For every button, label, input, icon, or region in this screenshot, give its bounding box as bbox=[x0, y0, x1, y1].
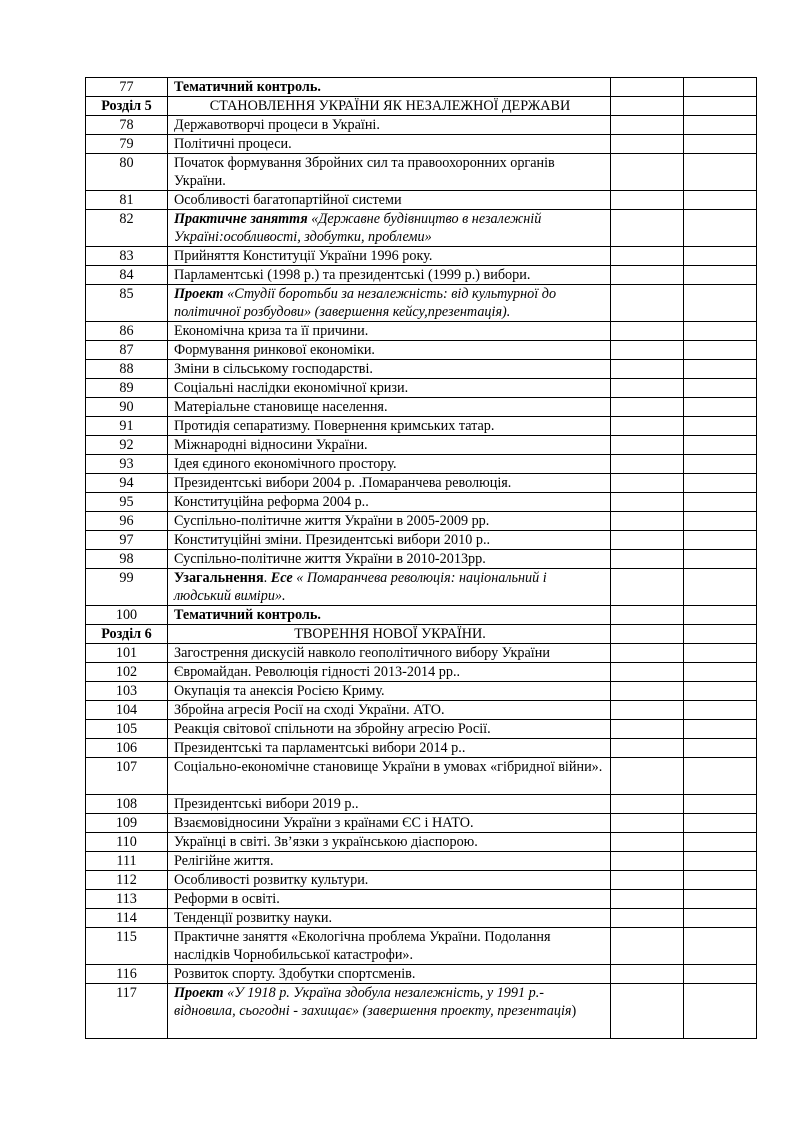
note-cell bbox=[684, 739, 757, 758]
date-cell bbox=[611, 493, 684, 512]
note-cell bbox=[684, 97, 757, 116]
lesson-topic bbox=[168, 247, 611, 266]
lesson-topic-text: Формування ринкової економіки. bbox=[174, 342, 375, 358]
lesson-plan-body bbox=[86, 78, 757, 1039]
table-row bbox=[86, 360, 757, 379]
lesson-topic bbox=[168, 210, 611, 247]
note-cell bbox=[684, 852, 757, 871]
section-number: Розділ 5 bbox=[86, 97, 168, 116]
lesson-number: 91 bbox=[86, 417, 168, 436]
table-row bbox=[86, 154, 757, 191]
lesson-topic-text: Тематичний контроль. bbox=[174, 607, 321, 623]
table-row bbox=[86, 984, 757, 1039]
table-row bbox=[86, 928, 757, 965]
lesson-topic bbox=[168, 341, 611, 360]
lesson-topic-text: Збройна агресія Росії на сході України. АТО. bbox=[174, 702, 445, 718]
lesson-topic bbox=[168, 417, 611, 436]
table-row bbox=[86, 720, 757, 739]
date-cell bbox=[611, 965, 684, 984]
note-cell bbox=[684, 531, 757, 550]
date-cell bbox=[611, 398, 684, 417]
lesson-topic-text: Конституційна реформа 2004 р.. bbox=[174, 494, 369, 510]
note-cell bbox=[684, 247, 757, 266]
lesson-number: 84 bbox=[86, 266, 168, 285]
lesson-topic-text: Проект bbox=[174, 286, 228, 302]
lesson-number: 116 bbox=[86, 965, 168, 984]
lesson-number: 93 bbox=[86, 455, 168, 474]
date-cell bbox=[611, 455, 684, 474]
lesson-number: 111 bbox=[86, 852, 168, 871]
note-cell bbox=[684, 984, 757, 1039]
lesson-number: 88 bbox=[86, 360, 168, 379]
date-cell bbox=[611, 210, 684, 247]
note-cell bbox=[684, 569, 757, 606]
lesson-number: 79 bbox=[86, 135, 168, 154]
date-cell bbox=[611, 606, 684, 625]
note-cell bbox=[684, 663, 757, 682]
lesson-topic bbox=[168, 379, 611, 398]
table-row bbox=[86, 266, 757, 285]
note-cell bbox=[684, 928, 757, 965]
note-cell bbox=[684, 210, 757, 247]
date-cell bbox=[611, 758, 684, 795]
lesson-topic-text: Українці в світі. Зв’язки з українською діаспорою. bbox=[174, 834, 478, 850]
lesson-topic-text: Практичне заняття bbox=[174, 211, 312, 227]
section-row bbox=[86, 625, 757, 644]
table-row bbox=[86, 398, 757, 417]
lesson-topic bbox=[168, 701, 611, 720]
note-cell bbox=[684, 550, 757, 569]
lesson-topic-text: Взаємовідносини України з країнами ЄС і НАТО. bbox=[174, 815, 474, 831]
lesson-number: 83 bbox=[86, 247, 168, 266]
date-cell bbox=[611, 191, 684, 210]
lesson-topic bbox=[168, 569, 611, 606]
date-cell bbox=[611, 682, 684, 701]
table-row bbox=[86, 852, 757, 871]
note-cell bbox=[684, 682, 757, 701]
lesson-number: 98 bbox=[86, 550, 168, 569]
lesson-topic bbox=[168, 871, 611, 890]
lesson-number: 95 bbox=[86, 493, 168, 512]
lesson-topic bbox=[168, 833, 611, 852]
lesson-topic-text: Державотворчі процеси в Україні. bbox=[174, 117, 380, 133]
lesson-topic-text: Зміни в сільському господарстві. bbox=[174, 361, 373, 377]
table-row bbox=[86, 474, 757, 493]
lesson-topic bbox=[168, 531, 611, 550]
date-cell bbox=[611, 984, 684, 1039]
lesson-topic-text: «Державне будівництво в незалежній Україні:особливості, здобутки, проблеми» bbox=[174, 211, 542, 245]
table-row bbox=[86, 116, 757, 135]
note-cell bbox=[684, 890, 757, 909]
table-row bbox=[86, 78, 757, 97]
lesson-topic bbox=[168, 116, 611, 135]
lesson-number: 104 bbox=[86, 701, 168, 720]
lesson-number: 82 bbox=[86, 210, 168, 247]
lesson-topic-text: Практичне заняття «Екологічна проблема України. Подолання наслідків Чорнобильської катастрофи». bbox=[174, 929, 551, 963]
lesson-number: 87 bbox=[86, 341, 168, 360]
lesson-topic-text: Міжнародні відносини України. bbox=[174, 437, 368, 453]
lesson-topic-text: Реакція світової спільноти на збройну агресію Росії. bbox=[174, 721, 491, 737]
date-cell bbox=[611, 795, 684, 814]
note-cell bbox=[684, 285, 757, 322]
date-cell bbox=[611, 909, 684, 928]
lesson-topic-text: ) bbox=[571, 1003, 577, 1019]
lesson-number: 77 bbox=[86, 78, 168, 97]
table-row bbox=[86, 606, 757, 625]
lesson-topic bbox=[168, 852, 611, 871]
table-row bbox=[86, 909, 757, 928]
date-cell bbox=[611, 739, 684, 758]
lesson-topic-text: Політичні процеси. bbox=[174, 136, 292, 152]
table-row bbox=[86, 247, 757, 266]
lesson-topic-text: Суспільно-політичне життя України в 2010-2013рр. bbox=[174, 551, 486, 567]
lesson-number: 86 bbox=[86, 322, 168, 341]
lesson-number: 114 bbox=[86, 909, 168, 928]
date-cell bbox=[611, 928, 684, 965]
note-cell bbox=[684, 758, 757, 795]
lesson-topic-text: « Помаранчева революція: національний і людський виміри». bbox=[174, 570, 547, 604]
lesson-topic-text: Узагальнення bbox=[174, 570, 264, 586]
section-title: ТВОРЕННЯ НОВОЇ УКРАЇНИ. bbox=[168, 625, 611, 644]
lesson-topic bbox=[168, 663, 611, 682]
lesson-number: 100 bbox=[86, 606, 168, 625]
note-cell bbox=[684, 191, 757, 210]
lesson-topic-text: Матеріальне становище населення. bbox=[174, 399, 388, 415]
lesson-topic bbox=[168, 720, 611, 739]
lesson-topic-text: «У 1918 р. Україна здобула незалежність, у 1991 р.- відновила, сьогодні - захищає» (завершення проекту, презентація bbox=[174, 985, 572, 1019]
lesson-topic bbox=[168, 512, 611, 531]
lesson-topic bbox=[168, 984, 611, 1039]
lesson-number: 92 bbox=[86, 436, 168, 455]
lesson-topic-text: Розвиток спорту. Здобутки спортсменів. bbox=[174, 966, 416, 982]
lesson-number: 89 bbox=[86, 379, 168, 398]
note-cell bbox=[684, 116, 757, 135]
lesson-topic bbox=[168, 909, 611, 928]
lesson-topic bbox=[168, 965, 611, 984]
date-cell bbox=[611, 341, 684, 360]
table-row bbox=[86, 191, 757, 210]
lesson-topic bbox=[168, 135, 611, 154]
table-row bbox=[86, 890, 757, 909]
lesson-number: 96 bbox=[86, 512, 168, 531]
lesson-topic bbox=[168, 322, 611, 341]
note-cell bbox=[684, 474, 757, 493]
date-cell bbox=[611, 833, 684, 852]
note-cell bbox=[684, 871, 757, 890]
date-cell bbox=[611, 417, 684, 436]
table-row bbox=[86, 322, 757, 341]
note-cell bbox=[684, 512, 757, 531]
lesson-topic-text: Окупація та анексія Росією Криму. bbox=[174, 683, 385, 699]
lesson-topic-text: Соціальні наслідки економічної кризи. bbox=[174, 380, 409, 396]
lesson-topic-text: Особливості розвитку культури. bbox=[174, 872, 369, 888]
lesson-topic bbox=[168, 890, 611, 909]
lesson-topic-text: Президентські вибори 2004 р. .Помаранчева революція. bbox=[174, 475, 512, 491]
note-cell bbox=[684, 266, 757, 285]
lesson-topic-text: Конституційні зміни. Президентські вибори 2010 р.. bbox=[174, 532, 491, 548]
note-cell bbox=[684, 814, 757, 833]
lesson-topic-text: Тематичний контроль. bbox=[174, 79, 321, 95]
date-cell bbox=[611, 625, 684, 644]
lesson-topic bbox=[168, 474, 611, 493]
date-cell bbox=[611, 379, 684, 398]
lesson-number: 109 bbox=[86, 814, 168, 833]
lesson-topic bbox=[168, 795, 611, 814]
table-row bbox=[86, 833, 757, 852]
note-cell bbox=[684, 379, 757, 398]
date-cell bbox=[611, 644, 684, 663]
note-cell bbox=[684, 341, 757, 360]
lesson-topic-text: Євромайдан. Революція гідності 2013-2014 рр.. bbox=[174, 664, 461, 680]
table-row bbox=[86, 436, 757, 455]
lesson-topic-text: Президентські вибори 2019 р.. bbox=[174, 796, 359, 812]
table-row bbox=[86, 814, 757, 833]
lesson-number: 107 bbox=[86, 758, 168, 795]
table-row bbox=[86, 569, 757, 606]
lesson-topic bbox=[168, 398, 611, 417]
lesson-topic bbox=[168, 266, 611, 285]
lesson-topic bbox=[168, 493, 611, 512]
lesson-topic bbox=[168, 928, 611, 965]
note-cell bbox=[684, 795, 757, 814]
table-row bbox=[86, 285, 757, 322]
note-cell bbox=[684, 720, 757, 739]
date-cell bbox=[611, 266, 684, 285]
date-cell bbox=[611, 701, 684, 720]
date-cell bbox=[611, 852, 684, 871]
lesson-topic-text: Соціально-економічне становище України в умовах «гібридної війни». bbox=[174, 759, 603, 775]
section-number: Розділ 6 bbox=[86, 625, 168, 644]
table-row bbox=[86, 417, 757, 436]
lesson-topic bbox=[168, 682, 611, 701]
table-row bbox=[86, 341, 757, 360]
lesson-topic bbox=[168, 644, 611, 663]
note-cell bbox=[684, 78, 757, 97]
lesson-number: 106 bbox=[86, 739, 168, 758]
lesson-topic-text: Релігійне життя. bbox=[174, 853, 274, 869]
note-cell bbox=[684, 833, 757, 852]
lesson-topic-text: Тенденції розвитку науки. bbox=[174, 910, 333, 926]
lesson-plan-table bbox=[85, 77, 757, 1039]
lesson-topic-text: Суспільно-політичне життя України в 2005-2009 рр. bbox=[174, 513, 490, 529]
note-cell bbox=[684, 965, 757, 984]
date-cell bbox=[611, 814, 684, 833]
lesson-topic bbox=[168, 78, 611, 97]
table-row bbox=[86, 135, 757, 154]
lesson-topic bbox=[168, 814, 611, 833]
table-row bbox=[86, 663, 757, 682]
note-cell bbox=[684, 493, 757, 512]
date-cell bbox=[611, 322, 684, 341]
note-cell bbox=[684, 625, 757, 644]
table-row bbox=[86, 701, 757, 720]
lesson-number: 105 bbox=[86, 720, 168, 739]
lesson-number: 78 bbox=[86, 116, 168, 135]
lesson-number: 103 bbox=[86, 682, 168, 701]
date-cell bbox=[611, 97, 684, 116]
table-row bbox=[86, 550, 757, 569]
lesson-number: 90 bbox=[86, 398, 168, 417]
note-cell bbox=[684, 455, 757, 474]
lesson-topic bbox=[168, 455, 611, 474]
date-cell bbox=[611, 550, 684, 569]
lesson-number: 80 bbox=[86, 154, 168, 191]
note-cell bbox=[684, 398, 757, 417]
lesson-number: 112 bbox=[86, 871, 168, 890]
table-row bbox=[86, 795, 757, 814]
lesson-number: 81 bbox=[86, 191, 168, 210]
note-cell bbox=[684, 701, 757, 720]
lesson-topic-text: . bbox=[263, 570, 271, 586]
lesson-number: 102 bbox=[86, 663, 168, 682]
lesson-topic-text: Прийняття Конституції України 1996 року. bbox=[174, 248, 433, 264]
lesson-number: 94 bbox=[86, 474, 168, 493]
lesson-topic-text: Ідея єдиного економічного простору. bbox=[174, 456, 397, 472]
lesson-topic bbox=[168, 191, 611, 210]
note-cell bbox=[684, 644, 757, 663]
lesson-topic-text: Проект bbox=[174, 985, 228, 1001]
lesson-topic bbox=[168, 739, 611, 758]
lesson-topic bbox=[168, 758, 611, 795]
lesson-topic-text: Президентські та парламентські вибори 2014 р.. bbox=[174, 740, 466, 756]
date-cell bbox=[611, 512, 684, 531]
lesson-number: 115 bbox=[86, 928, 168, 965]
lesson-topic-text: Есе bbox=[270, 570, 297, 586]
table-row bbox=[86, 455, 757, 474]
date-cell bbox=[611, 116, 684, 135]
lesson-topic-text: Особливості багатопартійної системи bbox=[174, 192, 402, 208]
lesson-number: 113 bbox=[86, 890, 168, 909]
table-row bbox=[86, 512, 757, 531]
lesson-topic bbox=[168, 285, 611, 322]
table-row bbox=[86, 739, 757, 758]
note-cell bbox=[684, 606, 757, 625]
date-cell bbox=[611, 871, 684, 890]
table-row bbox=[86, 871, 757, 890]
date-cell bbox=[611, 890, 684, 909]
date-cell bbox=[611, 531, 684, 550]
note-cell bbox=[684, 154, 757, 191]
date-cell bbox=[611, 78, 684, 97]
table-row bbox=[86, 531, 757, 550]
lesson-number: 85 bbox=[86, 285, 168, 322]
date-cell bbox=[611, 247, 684, 266]
table-row bbox=[86, 965, 757, 984]
date-cell bbox=[611, 436, 684, 455]
lesson-topic-text: Економічна криза та її причини. bbox=[174, 323, 369, 339]
lesson-topic bbox=[168, 606, 611, 625]
note-cell bbox=[684, 417, 757, 436]
lesson-number: 101 bbox=[86, 644, 168, 663]
lesson-number: 110 bbox=[86, 833, 168, 852]
table-row bbox=[86, 210, 757, 247]
table-row bbox=[86, 493, 757, 512]
date-cell bbox=[611, 474, 684, 493]
table-row bbox=[86, 644, 757, 663]
lesson-number: 99 bbox=[86, 569, 168, 606]
date-cell bbox=[611, 135, 684, 154]
lesson-topic-text: Протидія сепаратизму. Повернення кримських татар. bbox=[174, 418, 495, 434]
date-cell bbox=[611, 663, 684, 682]
note-cell bbox=[684, 909, 757, 928]
lesson-topic bbox=[168, 154, 611, 191]
lesson-topic-text: Загострення дискусій навколо геополітичного вибору України bbox=[174, 645, 550, 661]
note-cell bbox=[684, 322, 757, 341]
table-row bbox=[86, 758, 757, 795]
lesson-topic bbox=[168, 550, 611, 569]
section-row bbox=[86, 97, 757, 116]
note-cell bbox=[684, 360, 757, 379]
note-cell bbox=[684, 135, 757, 154]
lesson-number: 117 bbox=[86, 984, 168, 1039]
table-row bbox=[86, 379, 757, 398]
date-cell bbox=[611, 569, 684, 606]
date-cell bbox=[611, 154, 684, 191]
note-cell bbox=[684, 436, 757, 455]
date-cell bbox=[611, 720, 684, 739]
lesson-topic bbox=[168, 360, 611, 379]
date-cell bbox=[611, 285, 684, 322]
table-row bbox=[86, 682, 757, 701]
lesson-topic-text: Парламентські (1998 р.) та президентські (1999 р.) вибори. bbox=[174, 267, 531, 283]
lesson-topic-text: Початок формування Збройних сил та правоохоронних органів України. bbox=[174, 155, 555, 189]
date-cell bbox=[611, 360, 684, 379]
lesson-number: 108 bbox=[86, 795, 168, 814]
lesson-topic-text: «Студії боротьби за незалежність: від культурної до політичної розбудови» (завершення кейсу,презентація). bbox=[174, 286, 557, 320]
section-title: СТАНОВЛЕННЯ УКРАЇНИ ЯК НЕЗАЛЕЖНОЇ ДЕРЖАВИ bbox=[168, 97, 611, 116]
lesson-number: 97 bbox=[86, 531, 168, 550]
lesson-topic bbox=[168, 436, 611, 455]
lesson-topic-text: Реформи в освіті. bbox=[174, 891, 280, 907]
